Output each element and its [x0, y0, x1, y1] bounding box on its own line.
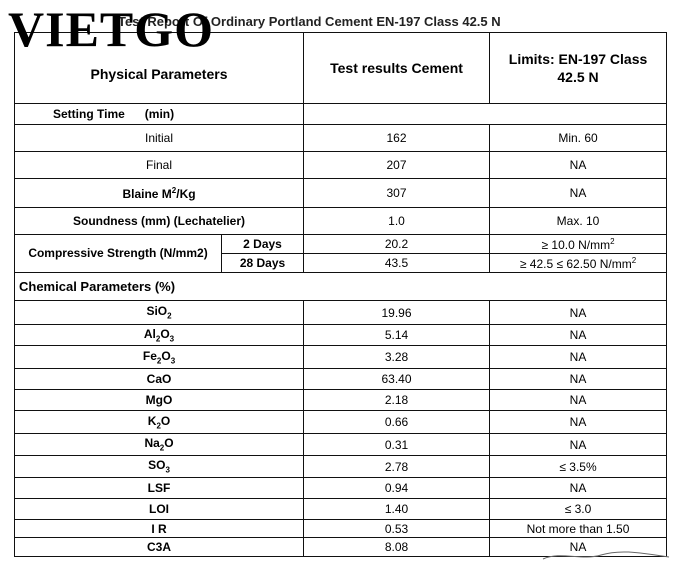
- setting-time-empty: [304, 104, 667, 125]
- table-row: [15, 478, 667, 499]
- chem-parameter-label: [15, 520, 304, 538]
- blaine-sup: 2: [171, 185, 177, 195]
- header-test-results: Test results Cement: [304, 33, 490, 104]
- chemical-rows: [15, 301, 667, 557]
- row-value: 63.40: [304, 369, 490, 390]
- table-row: [15, 235, 667, 254]
- chem-label-part: O: [160, 413, 171, 428]
- row-limit: Min. 60: [490, 125, 667, 152]
- row-value: 162: [304, 125, 490, 152]
- limit-text: ≥ 10.0 N/mm: [541, 237, 611, 252]
- header-physical-parameters: Physical Parameters: [15, 33, 304, 104]
- report-title: Test Report Of Ordinary Portland Cement EN-197 Class 42.5 N: [118, 14, 501, 29]
- table-row: [15, 434, 667, 456]
- chem-label-part: 2: [167, 311, 172, 321]
- row-limit: [490, 254, 667, 273]
- cement-test-report-table: [14, 32, 667, 557]
- row-limit: NA: [490, 411, 667, 434]
- row-value: 1.0: [304, 208, 490, 235]
- chem-label-part: LOI: [149, 502, 169, 516]
- chem-parameter-label: [15, 325, 304, 346]
- row-limit: NA: [490, 179, 667, 208]
- chem-label-part: O: [160, 326, 170, 341]
- row-value: 0.31: [304, 434, 490, 456]
- row-limit: NA: [490, 369, 667, 390]
- row-value: 8.08: [304, 538, 490, 557]
- chem-label-part: O: [164, 436, 174, 451]
- chem-label-part: SO: [148, 458, 166, 473]
- row-limit: NA: [490, 434, 667, 456]
- table-row: [15, 346, 667, 369]
- blaine-unit: /Kg: [176, 186, 196, 201]
- chem-label-part: K: [147, 413, 157, 428]
- chem-label-part: O: [161, 348, 171, 363]
- signature-mark: [541, 549, 671, 561]
- chem-parameter-label: [15, 390, 304, 411]
- vietgo-logo: VIETGO: [8, 1, 215, 57]
- row-limit: NA: [490, 346, 667, 369]
- chem-parameter-label: [15, 456, 304, 478]
- chem-label-part: Na: [144, 436, 160, 451]
- row-limit: NA: [490, 152, 667, 179]
- header-limits: Limits: EN-197 Class 42.5 N: [490, 33, 667, 104]
- table-row: [15, 179, 667, 208]
- chem-label-part: SiO: [146, 304, 168, 319]
- row-limit: Not more than 1.50: [490, 520, 667, 538]
- chem-parameter-label: [15, 478, 304, 499]
- table-row: [15, 520, 667, 538]
- row-label: Initial: [15, 125, 304, 152]
- chem-parameter-label: [15, 411, 304, 434]
- row-value: 3.28: [304, 346, 490, 369]
- limit-sup: 2: [631, 255, 637, 265]
- compressive-strength-label: Compressive Strength (N/mm2): [15, 235, 222, 273]
- row-value: 0.66: [304, 411, 490, 434]
- age-2-days: 2 Days: [222, 235, 304, 254]
- chem-label-part: I R: [151, 521, 167, 536]
- chem-label-part: 2: [159, 443, 165, 453]
- chemical-header-row: [15, 273, 667, 301]
- row-label: Soundness (mm) (Lechatelier): [15, 208, 304, 235]
- row-limit: ≤ 3.0: [490, 499, 667, 520]
- row-value: 0.94: [304, 478, 490, 499]
- chem-label-part: 3: [170, 356, 176, 366]
- chem-parameter-label: [15, 434, 304, 456]
- setting-time-label: Setting Time (min): [15, 104, 304, 125]
- chem-label-part: 2: [156, 356, 162, 366]
- chem-label-part: Al: [143, 326, 156, 341]
- chem-label-part: 2: [155, 334, 161, 344]
- limit-sup: 2: [610, 236, 615, 246]
- row-limit: NA: [490, 390, 667, 411]
- row-limit: NA: [490, 478, 667, 499]
- chem-label-part: MgO: [145, 393, 173, 407]
- chem-label-part: LSF: [147, 481, 171, 495]
- table-row: [15, 325, 667, 346]
- row-limit: NA: [490, 301, 667, 325]
- chem-parameter-label: [15, 301, 304, 325]
- chem-label-part: 3: [169, 334, 175, 344]
- row-value: 43.5: [304, 254, 490, 273]
- row-value: 2.78: [304, 456, 490, 478]
- chem-parameter-label: [15, 346, 304, 369]
- chem-label-part: C3A: [147, 540, 172, 554]
- table-row: [15, 456, 667, 478]
- table-row: [15, 390, 667, 411]
- row-limit: ≤ 3.5%: [490, 456, 667, 478]
- table-row: [15, 152, 667, 179]
- table-row: [15, 125, 667, 152]
- row-limit: Max. 10: [490, 208, 667, 235]
- row-value: 1.40: [304, 499, 490, 520]
- chem-label-part: 2: [156, 421, 161, 431]
- chem-label-part: Fe: [142, 348, 157, 363]
- row-value: 207: [304, 152, 490, 179]
- blaine-label: Blaine M: [122, 186, 172, 201]
- table-row: [15, 301, 667, 325]
- age-28-days: 28 Days: [222, 254, 304, 273]
- chem-parameter-label: [15, 538, 304, 557]
- chem-label-part: CaO: [146, 372, 172, 386]
- row-label-blaine: [15, 179, 304, 208]
- table-row: [15, 208, 667, 235]
- row-limit: NA: [490, 325, 667, 346]
- row-limit: [490, 235, 667, 254]
- row-value: 20.2: [304, 235, 490, 254]
- row-value: 307: [304, 179, 490, 208]
- chemical-parameters-header: Chemical Parameters (%): [15, 273, 667, 301]
- chem-parameter-label: [15, 499, 304, 520]
- row-value: 19.96: [304, 301, 490, 325]
- chem-label-part: 3: [165, 465, 170, 475]
- row-label: Final: [15, 152, 304, 179]
- table-row: [15, 369, 667, 390]
- row-value: 2.18: [304, 390, 490, 411]
- row-value: 5.14: [304, 325, 490, 346]
- row-limit: NA: [490, 538, 667, 557]
- row-value: 0.53: [304, 520, 490, 538]
- chem-parameter-label: [15, 369, 304, 390]
- limit-text: ≥ 42.5 ≤ 62.50 N/mm: [519, 256, 632, 271]
- table-row: [15, 411, 667, 434]
- table-row: [15, 499, 667, 520]
- setting-time-row: [15, 104, 667, 125]
